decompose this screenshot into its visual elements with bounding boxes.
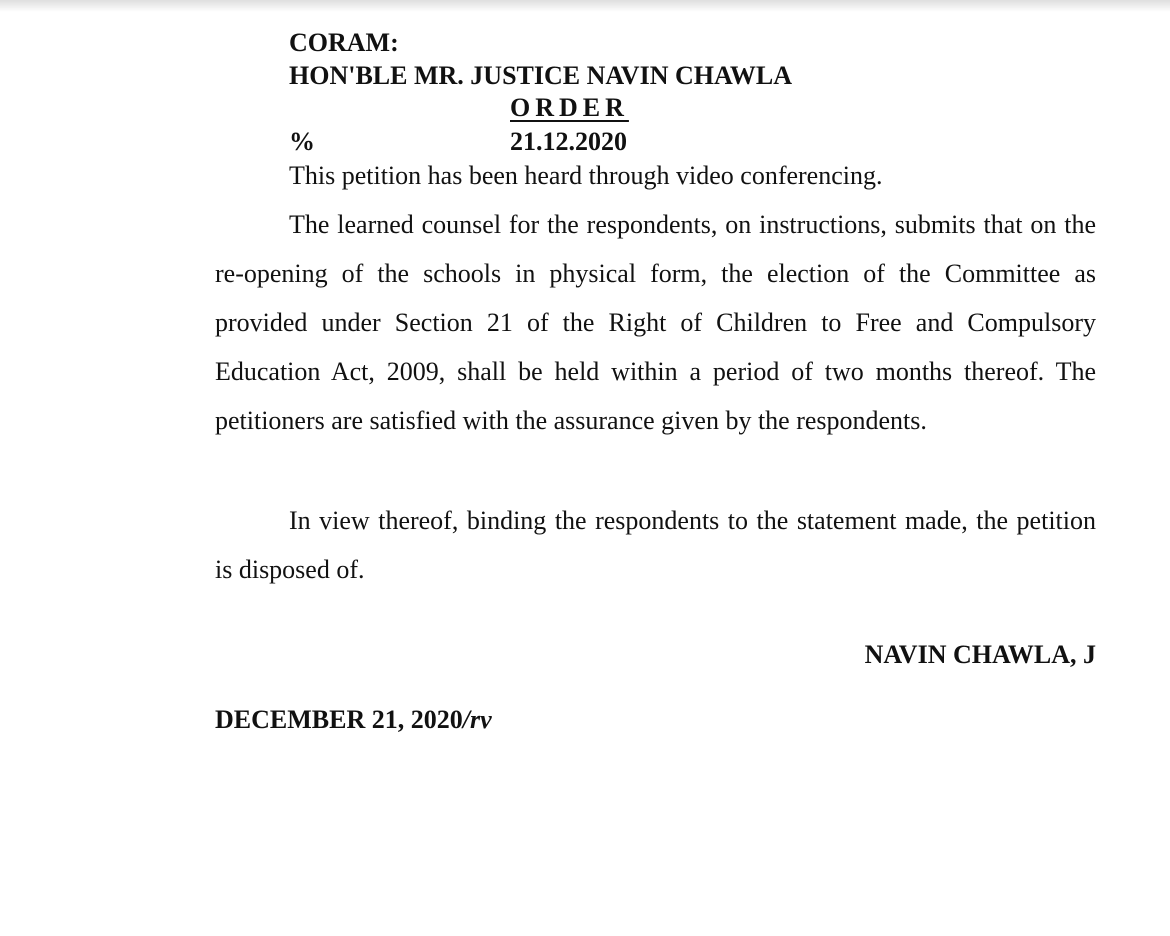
order-date: 21.12.2020 [510,127,627,156]
judge-name: HON'BLE MR. JUSTICE NAVIN CHAWLA [289,61,792,90]
percent-mark: % [289,127,315,156]
footer-initials: /rv [462,705,492,734]
footer-date [215,705,492,735]
paragraph-heard: This petition has been heard through video conferencing. [289,161,883,190]
order-title: ORDER [510,93,629,122]
coram-label: CORAM: [289,28,399,57]
paragraph-submission: The learned counsel for the respondents, on instructions, submits that on the re-opening of the schools in physical form, the election of the Committee as provided under Section 21 of the Right of Children to Free and Compulsory Education Act, 2009, shall be held within a period of two months thereof. The petitioners are satisfied with the assurance given by the respondents. [215,210,1096,435]
footer-date-text: DECEMBER 21, 2020 [215,705,463,734]
paragraph-disposal: In view thereof, binding the respondents to the statement made, the petition is disposed of. [215,506,1096,584]
judge-signature: NAVIN CHAWLA, J [864,640,1096,669]
